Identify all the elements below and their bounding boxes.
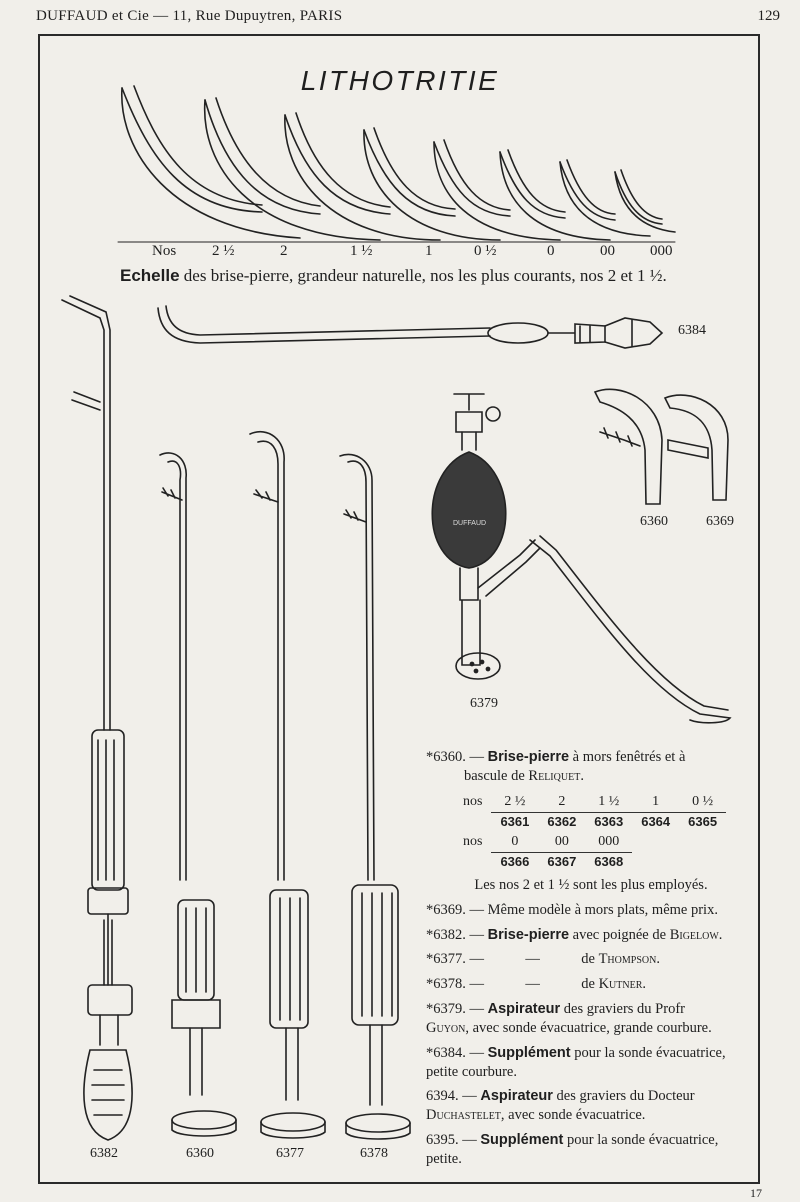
entry-6395: 6395. — Supplément pour la sonde évacuatrice, petite.: [426, 1132, 719, 1167]
scale-caption-text: des brise-pierre, grandeur naturelle, nos les plus courants, nos 2 et 1 ½.: [179, 266, 667, 285]
table-row: 6366 6367 6368: [500, 853, 624, 869]
page-number: 129: [757, 8, 780, 24]
jaw-scale-row: [118, 86, 675, 242]
entry-6378: *6378. — — de Kutner.: [426, 976, 646, 993]
scale-caption-bold: Echelle: [120, 266, 180, 285]
scale-label: 1 ½: [350, 243, 373, 259]
figure-number: 6360: [640, 514, 668, 529]
figure-number: 6369: [706, 514, 734, 529]
entry-6382: *6382. — Brise-pierre avec poignée de Bigelow.: [426, 926, 723, 943]
figure-number: 6384: [678, 323, 706, 338]
jaw-detail-6360: [595, 389, 662, 504]
scale-label: 00: [600, 243, 615, 259]
table-row: 6361 6362 6363 6364 6365: [454, 812, 726, 831]
publisher-line: DUFFAUD et Cie — 11, Rue Dupuytren, PARIS: [36, 8, 343, 24]
scale-label: 2 ½: [212, 243, 235, 259]
figure-number: 6379: [470, 696, 498, 711]
scale-label: 1: [425, 243, 433, 259]
scale-label: 0 ½: [474, 243, 497, 259]
figure-number: 6360: [186, 1146, 214, 1161]
entry-6377: *6377. — — de Thompson.: [426, 951, 660, 968]
catalogue-descriptions: [426, 748, 756, 1175]
lithotrite-6378: [340, 454, 410, 1139]
scale-label: 0: [547, 243, 555, 259]
table-row: nos 0 00 000: [454, 832, 726, 853]
scale-caption: [120, 266, 667, 286]
lithotrite-6360: [160, 453, 236, 1136]
size-reference-table: [454, 792, 726, 872]
entry-6360: *6360. — Brise-pierre à mors fenêtrés et à bascule de Reliquet.: [426, 749, 686, 784]
figure-number: 6378: [360, 1146, 388, 1161]
scale-label-nos: Nos: [152, 243, 177, 259]
figure-number: 6377: [276, 1146, 304, 1161]
page-title: LITHOTRITIE: [300, 64, 500, 96]
engraving-brand: DUFFAUD: [453, 520, 487, 527]
jaw-detail-6369: [665, 395, 728, 500]
scale-label: 000: [650, 243, 673, 259]
entry-6394: 6394. — Aspirateur des graviers du Docteur Duchastelet, avec sonde évacuatrice.: [426, 1088, 695, 1124]
table-row: nos 2 ½ 2 1 ½ 1 0 ½: [463, 793, 714, 809]
lithotrite-6377: [250, 432, 325, 1138]
scale-label: 2: [280, 243, 288, 259]
entry-6379: *6379. — Aspirateur des graviers du Profr Guyon, avec sonde évacuatrice, grande courbure.: [426, 1001, 712, 1036]
figure-number: 6382: [90, 1146, 118, 1161]
entry-6384: *6384. — Supplément pour la sonde évacuatrice, petite courbure.: [426, 1044, 726, 1080]
signature-mark: 17: [750, 1186, 762, 1200]
usage-note: Les nos 2 et 1 ½ sont les plus employés.: [474, 876, 708, 893]
sonde-6384: [158, 306, 662, 348]
lithotrite-6382: [62, 296, 132, 1140]
entry-6369: *6369. — Même modèle à mors plats, même prix.: [426, 901, 718, 918]
